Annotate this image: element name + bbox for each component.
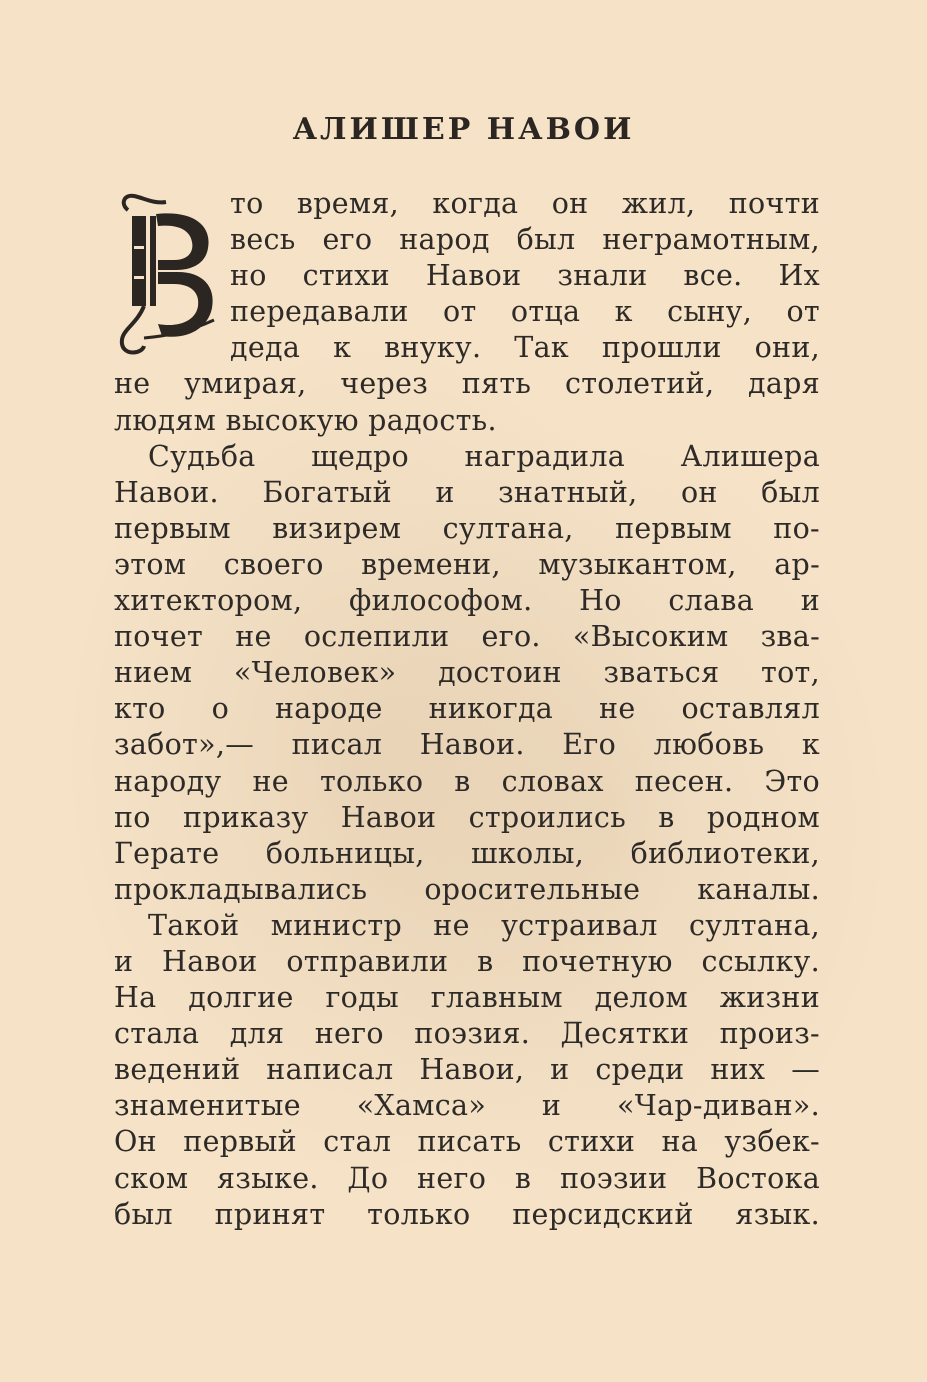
text-line: весь его народ был неграмотным,: [230, 223, 820, 257]
text-line: прокладывались оросительные каналы.: [114, 872, 820, 906]
text-line: народу не только в словах песен. Это: [114, 764, 820, 798]
text-line: Навои. Богатый и знатный, он был: [114, 475, 820, 509]
text-line: этом своего времени, музыкантом, ар-: [114, 547, 820, 581]
text-line: первым визирем султана, первым по-: [114, 511, 820, 545]
text-line: деда к внуку. Так прошли они,: [230, 331, 820, 365]
text-line: знаменитые «Хамса» и «Чар-диван».: [114, 1089, 820, 1123]
page-title: АЛИШЕР НАВОИ: [292, 112, 635, 147]
text-line: по приказу Навои строились в родном: [114, 800, 820, 834]
text-line: Такой министр не устраивал султана,: [148, 908, 820, 942]
text-line: Герате больницы, школы, библиотеки,: [114, 836, 820, 870]
text-line: не умирая, через пять столетий, даря: [114, 367, 820, 401]
article-text: [114, 186, 820, 1233]
text-line: Он первый стал писать стихи на узбек-: [114, 1125, 820, 1159]
text-line: стала для него поэзия. Десятки произ-: [114, 1017, 820, 1051]
text-line: нием «Человек» достоин зваться тот,: [114, 656, 820, 690]
text-line: был принят только персидский язык.: [114, 1197, 820, 1231]
text-line: передавали от отца к сыну, от: [230, 295, 820, 329]
text-line: ведений написал Навои, и среди них —: [114, 1053, 820, 1087]
text-line: и Навои отправили в почетную ссылку.: [114, 944, 820, 978]
text-line: почет не ослепили его. «Высоким зва-: [114, 620, 820, 654]
text-line: Судьба щедро наградила Алишера: [148, 439, 820, 473]
text-line: но стихи Навои знали все. Их: [230, 259, 820, 293]
text-line: то время, когда он жил, почти: [230, 187, 820, 220]
text-line: забот»,— писал Навои. Его любовь к: [114, 728, 820, 762]
text-line: ском языке. До него в поэзии Востока: [114, 1161, 820, 1195]
text-line: кто о народе никогда не оставлял: [114, 692, 820, 726]
text-line: хитектором, философом. Но слава и: [114, 584, 820, 618]
text-line: людям высокую радость.: [114, 403, 497, 437]
text-line: На долгие годы главным делом жизни: [114, 981, 820, 1015]
